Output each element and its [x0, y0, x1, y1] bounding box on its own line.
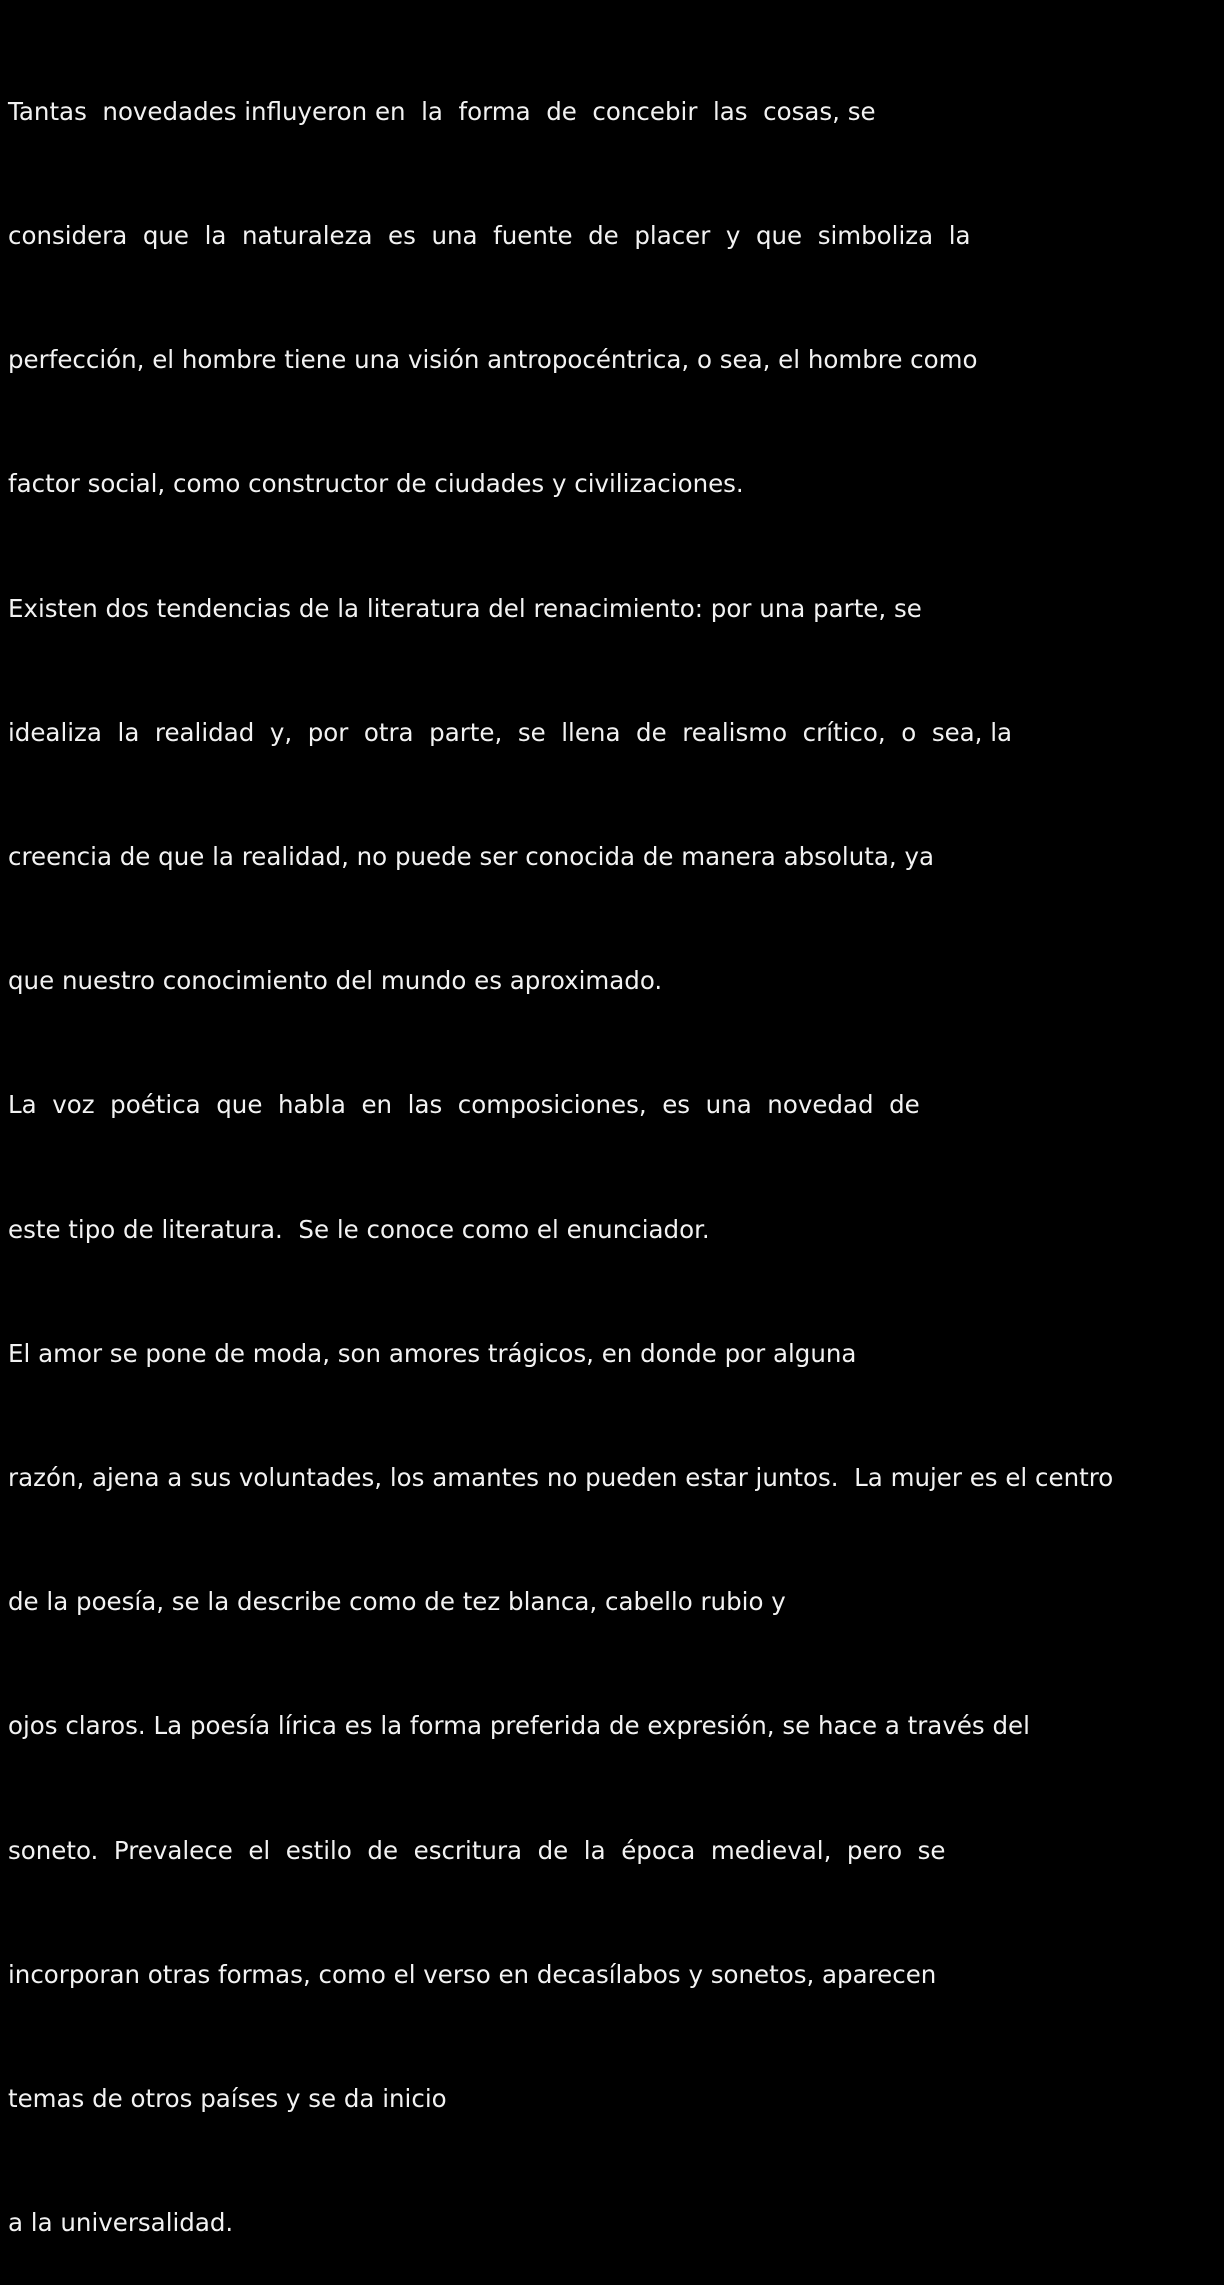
text-line: Existen dos tendencias de la literatura del renacimiento: por una parte, se [8, 593, 922, 623]
text-line: factor social, como constructor de ciudades y civilizaciones. [8, 469, 744, 499]
text-line: ojos claros. La poesía lírica es la forma preferida de expresión, se hace a través del [8, 1711, 1030, 1741]
text-line: temas de otros países y se da inicio [8, 2084, 447, 2114]
document-body [8, 8, 1218, 2285]
text-line: El amor se pone de moda, son amores trágicos, en donde por alguna [8, 1338, 857, 1368]
text-line: a la universalidad. [8, 2208, 234, 2238]
text-line: soneto. Prevalece el estilo de escritura de la época medieval, pero se [8, 1835, 946, 1865]
text-line: incorporan otras formas, como el verso en decasílabos y sonetos, aparecen [8, 1959, 937, 1989]
text-line: perfección, el hombre tiene una visión antropocéntrica, o sea, el hombre como [8, 345, 978, 375]
text-line: Tantas novedades influyeron en la forma de concebir las cosas, se [8, 96, 876, 126]
text-line: razón, ajena a sus voluntades, los amantes no pueden estar juntos. La mujer es el centro [8, 1463, 1114, 1493]
text-line: considera que la naturaleza es una fuente de placer y que simboliza la [8, 221, 971, 251]
text-line: este tipo de literatura. Se le conoce como el enunciador. [8, 1214, 710, 1244]
text-line: La voz poética que habla en las composiciones, es una novedad de [8, 1090, 920, 1120]
text-line: que nuestro conocimiento del mundo es aproximado. [8, 966, 663, 996]
text-line: de la poesía, se la describe como de tez blanca, cabello rubio y [8, 1587, 786, 1617]
text-line: idealiza la realidad y, por otra parte, se llena de realismo crítico, o sea, la [8, 717, 1013, 747]
text-line: creencia de que la realidad, no puede ser conocida de manera absoluta, ya [8, 842, 934, 872]
